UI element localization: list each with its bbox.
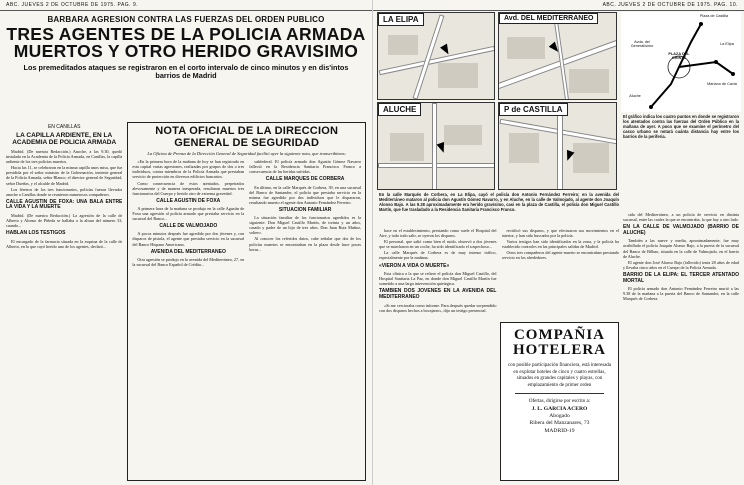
map-label: ALUCHE xyxy=(378,103,421,116)
overview-plan xyxy=(621,12,741,112)
bullet-subhead: TAMBIEN DOS JOVENES EN LA AVENIDA DEL MEDITERRANEO xyxy=(379,288,497,301)
point-marker xyxy=(714,60,718,64)
main-headline: TRES AGENTES DE LA POLICIA ARMADA MUERTOS Y OTRO HERIDO GRAVISIMO xyxy=(6,24,366,61)
map-block xyxy=(388,35,418,55)
official-note-col-2 xyxy=(249,159,361,268)
ad-contact-role: Abogado xyxy=(549,413,570,420)
map-label: Avd. DEL MEDITERRANEO xyxy=(499,13,598,24)
point-marker xyxy=(649,105,653,109)
paragraph: Al conocer los referidos datos, cabe señalar que dos de los policías muertos se encontraban en la plaza desde hace pocas horas... xyxy=(249,236,362,252)
official-note xyxy=(127,122,366,481)
paragraph: subfederal. El policía armado don Agustín Gómez Navarro falleció en la Residencia Sanitaria Francisco Franco a consecuencia de las heridas sufridas. xyxy=(249,159,362,175)
paragraph: hace en el establecimiento, prestando como suele el Hospital del Aire, y todo todo salir, se oyeron los disparos. xyxy=(379,228,497,239)
map-block xyxy=(573,143,609,173)
bullet-subhead: HABLAN LOS TESTIGOS xyxy=(6,230,66,237)
bullet-subhead: «VIERON A VIDA O MUERTE» xyxy=(379,262,450,269)
map-la-elipa xyxy=(377,12,495,100)
ad-contact xyxy=(505,406,614,435)
official-note-box xyxy=(127,122,366,481)
map-block xyxy=(390,133,424,161)
official-note-intro: La Oficina de Prensa de la Dirección General de Seguridad facilitó ayer la siguiente nota, que transcribimos: xyxy=(147,151,347,156)
ad-divider xyxy=(515,393,604,394)
paragraph: A primera hora de la mañana se produjo en la calle Agustín de Foxa una agresión al policía armado que prestaba servicio en la sucursal del Banco... xyxy=(132,205,245,222)
plan-label: PLAZA DEL GRINTE xyxy=(668,52,690,61)
ad-contact-city: MADRID-19 xyxy=(544,427,575,434)
plan-label: Mariano de Cavia xyxy=(707,82,737,86)
paragraph: sida del Mediterráneo, a un policía de servicio en distinta sucursal, entre las cuales la que se encontraba, la que hay a otro lado. xyxy=(623,212,739,223)
paragraph: La calle Marqués de Corbera es de muy intenso tráfico, especialmente por la mañana. xyxy=(379,250,497,261)
paragraph: El policía armado don Antonio Fernández Ferreiro murió a las 9.38 de la mañana a la puerta del Banco de Santander, en la calle Marqués de Corbera. xyxy=(623,286,739,302)
page-folio: ABC. JUEVES 2 DE OCTUBRE DE 1975. PAG. 10. xyxy=(373,0,744,11)
paragraph: También a las nueve y media, aproximadamente, fue muy acribillado el policía Joaquín Alonso Bajo, a la puerta de la sucursal del Banco de Bilbao, situada en la calle de Valmojado, en el barrio de Aluche. xyxy=(623,238,739,259)
map-block xyxy=(444,125,482,145)
map-caption: En la calle Marqués de Corbera, en La Elipa, cayó el policía don Antonio Fernández Ferreiro; en la avenida del Mediterráneo mataron al policía don Agustín Gómez Navarro, y en Aluche, en la calle de Valmojado, al agente don Joaquín Alonso Bajo. A las 9.28 aproximadamente era herido gravísimo, casi en la plaza de Castilla, el policía don Miguel Castillo Martín, que fue trasladado a la Residencia Sanitaria Francisco Franco. xyxy=(379,192,619,212)
paragraph: Varios testigos han sido identificados en la zona, y la policía ha establecido controles en las principales salidas de Madrid. xyxy=(501,239,619,250)
paragraph: Hacia las 11, se celebraron en la misma capilla unos misa, que fue presidida por el señor ministro de la Gobernación, teniente general de la Policía Armada, señor Blanco; el director general de Seguridad, señor Dueñas, y el alcalde de Madrid. xyxy=(6,165,123,186)
map-street xyxy=(557,103,563,190)
paragraph: La situación familiar de los funcionarios agredidos es la siguiente: Don Miguel Castillo Martín, de treinta y un años, casado y padre de un hijo de tres años. Don Juan Ruiz Muñoz, soltero. xyxy=(249,215,362,236)
paragraph: Madrid. (De nuestra Redacción.) Anoche, a las 9.30, quedó instalada en la Academia de la Policía Armada, en Canillas, la capilla ardiente de los tres policías muertos. xyxy=(6,149,123,165)
paragraph: El personal, que salió como bien el ruido, observó a dos jóvenes que se marcharon en un coche, ha sido identificado el sospechoso... xyxy=(379,239,497,250)
page-folio: ABC. JUEVES 2 DE OCTUBRE DE 1975. PAG. 9. xyxy=(0,0,372,11)
right-page xyxy=(372,0,744,485)
map-street xyxy=(553,13,569,100)
point-marker xyxy=(731,72,735,76)
official-note-title: NOTA OFICIAL DE LA DIRECCION GENERAL DE SEGURIDAD xyxy=(155,125,339,149)
headline-deck: Los premeditados ataques se registraron en el corto intervalo de cinco minutos y en dis'intos barrios de Madrid xyxy=(23,63,349,80)
paragraph: A pocos minutos después fue agredido por dos jóvenes y, con disparos de pistola, el agente que prestaba servicio en la sucursal del Banco Hispano Americano. xyxy=(132,231,245,247)
section-subhead: LA CAPILLA ARDIENTE, EN LA ACADEMIA DE POLICIA ARMADA xyxy=(12,132,117,146)
note-subhead: AVENIDA DEL MEDITERRANEO xyxy=(150,248,226,255)
article-body xyxy=(6,149,122,249)
section-label: EN CANILLAS xyxy=(47,124,81,130)
headline-kicker: BARBARA AGRESION CONTRA LAS FUERZAS DEL ORDEN PUBLICO xyxy=(47,15,325,24)
note-subhead: CALLE AGUSTIN DE FOXA xyxy=(156,197,221,204)
left-columns xyxy=(6,122,366,481)
bullet-subhead: EN LA CALLE DE VALMOJADO (BARRIO DE ALUCHE) xyxy=(623,224,739,236)
hotel-company-ad xyxy=(500,322,619,481)
right-column-1 xyxy=(379,228,497,481)
official-note-col-1 xyxy=(132,159,244,268)
paragraph: En último, en la calle Marqués de Corbera, 39, en una sucursal del Banco de Santander, el policía que prestaba servicio en la misma fue agredido por dos individuos que le dispararon, resultando muerto el agente don Antonio Fernández Ferreiro. xyxy=(249,184,362,205)
paragraph: «Si me cercioraba como informe. Para después quedar sorprendido con dos disparos hechos a bocajarro», dijo un testigo presencial. xyxy=(379,302,497,313)
paragraph: Madrid. (De nuestra Redacción.) La agresión de la calle de Alberto y Alonso de Piñeda se hallaba a la altura del número 33, cuando... xyxy=(6,213,123,229)
left-column-1 xyxy=(6,122,122,481)
paragraph: Otra agresión se produjo en la avenida del Mediterráneo, 27, en la sucursal del Banco Español de Crédito... xyxy=(132,256,245,267)
paragraph: «En la primera hora de la mañana de hoy se han registrado en esta capital varias agresiones, realizadas por grupos de dos o tres individuos, contra miembros de la Policía Armada que prestaban servicio de protección en diversos edificios bancarios. xyxy=(132,159,245,180)
ad-contact-address: Ribera del Manzanares, 73 xyxy=(529,420,590,427)
right-side-column xyxy=(623,212,739,481)
ad-contact-name: J. L. GARCIA ACERO xyxy=(531,405,588,412)
map-label: LA ELIPA xyxy=(378,13,424,26)
map-block xyxy=(509,133,539,163)
note-subhead: CALLE DE VALMOJADO xyxy=(159,223,218,230)
official-note-columns xyxy=(132,159,361,268)
bullet-subhead: CALLE AGUSTIN DE FOXA: UNA BALA ENTRE LA VIDA Y LA MUERTE xyxy=(6,198,123,211)
point-marker xyxy=(699,22,703,26)
paragraph: El agente don José Alonso Bajo (fallecido) tenía 28 años de edad y llevaba cinco años en el Cuerpo de la Policía Armada. xyxy=(623,259,739,270)
plan-label: Aluche xyxy=(629,94,641,98)
paragraph: Como consecuencia de estos atentados, perpetrados alevosamente y de manera inesperada, resultaron muertos tres funcionarios del Cuerpo y herido otro de extrema gravedad. xyxy=(132,180,245,196)
plan-label: Avda. del Generalísimo xyxy=(630,40,654,49)
paragraph: rectificó sus disparos, y que efectuaron sus movimientos en el interior, y han sido buscados por la policía. xyxy=(501,228,619,239)
note-subhead: CALLE MARQUES DE CORBERA xyxy=(265,176,345,183)
paragraph: El encargado de la farmacia situada en la esquina de la calle de Alberto, en la que cayó herido uno de los agentes, declaró... xyxy=(6,238,123,249)
map-plaza-castilla xyxy=(498,102,617,190)
bullet-subhead: BARRIO DE LA ELIPA: EL TERCER ATENTADO MORTAL xyxy=(623,271,739,284)
paragraph: Los féretros de los tres funcionarios, policías fueron llevados anoche a Canillas donde se reunieron numerosos compañeros. xyxy=(6,186,123,197)
map-grid xyxy=(377,12,617,190)
map-block xyxy=(507,37,545,59)
ad-title: COMPAÑIA HOTELERA xyxy=(512,327,607,358)
plan-label: La Elipa xyxy=(720,42,734,46)
map-label: P de CASTILLA xyxy=(499,103,568,116)
map-mediterraneo xyxy=(498,12,617,100)
paragraph: Esta clínica a la que se refiere el policía don Miguel Castillo, del Hospital Sanitaria La Paz, en donde don Miguel Castillo Martín fue sometido a una larga intervención quirúrgica. xyxy=(379,271,497,287)
ad-body: con posible participación financiera, está interesada en explotar hoteles de cinco y cuatro estrellas, situados en grandes capitales y playas, con emplazamiento de primer orden xyxy=(507,363,612,388)
route-line xyxy=(679,62,733,74)
ad-offers-line: Ofertas, dirigirse por escrito a: xyxy=(528,399,591,405)
plan-caption: El gráfico indica los cuatro puntos en donde se registraron los atentados contra las fuerzas del Orden Público en la mañana de ayer. A poco que se examine el perímetro del casco urbano se notará cuánta distancia hay entre los barrios de la periferia. xyxy=(623,114,739,139)
map-block xyxy=(438,63,478,88)
map-block xyxy=(569,69,609,93)
paragraph: Otros tres compañeros del agente muerto se encontraban prestando servicio en los alrededores. xyxy=(501,250,619,261)
map-aluche xyxy=(377,102,495,190)
plan-label: Plaza de Castilla xyxy=(699,14,729,18)
note-subhead: SITUACION FAMILIAR xyxy=(278,206,332,213)
